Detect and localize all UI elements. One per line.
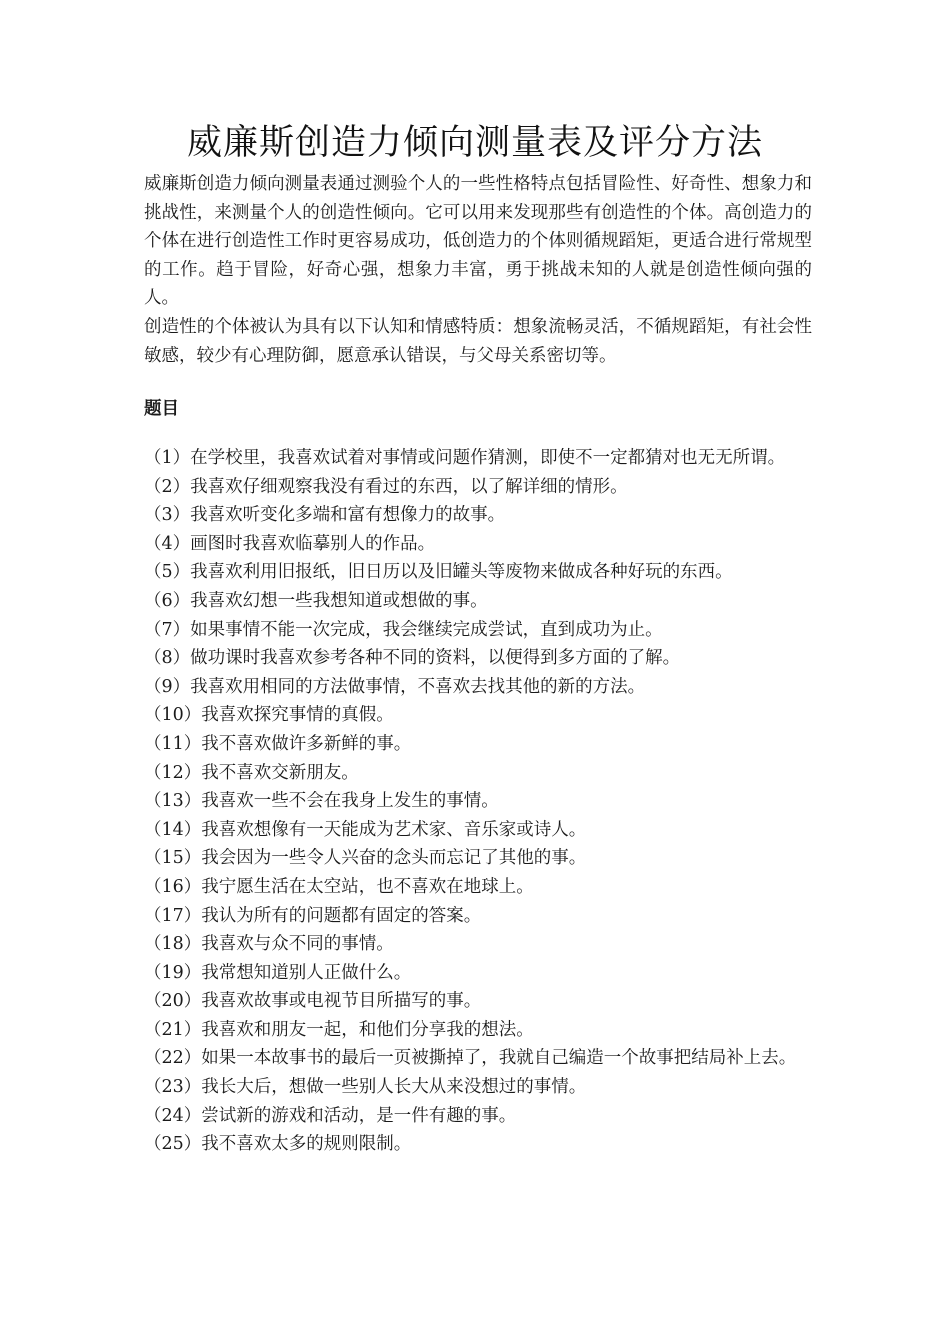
question-item xyxy=(144,530,812,559)
question-text: 我喜欢与众不同的事情。 xyxy=(201,934,394,955)
question-number: （4） xyxy=(144,533,191,554)
question-number: （9） xyxy=(144,676,191,697)
question-text: 我喜欢仔细观察我没有看过的东西，以了解详细的情形。 xyxy=(190,476,628,497)
question-text: 我喜欢想像有一天能成为艺术家、音乐家或诗人。 xyxy=(201,819,587,840)
question-item xyxy=(144,787,812,816)
question-item xyxy=(144,730,812,759)
question-number: （19） xyxy=(144,962,202,983)
question-number: （8） xyxy=(144,648,191,669)
question-number: （11） xyxy=(144,733,202,754)
question-text: 我喜欢探究事情的真假。 xyxy=(201,705,394,726)
question-item xyxy=(144,816,812,845)
question-text: 我喜欢利用旧报纸，旧日历以及旧罐头等废物来做成各种好玩的东西。 xyxy=(190,562,733,583)
question-number: （6） xyxy=(144,590,191,611)
question-number: （10） xyxy=(144,705,202,726)
question-text: 我认为所有的问题都有固定的答案。 xyxy=(201,905,482,926)
question-number: （25） xyxy=(144,1134,202,1155)
question-text: 我不喜欢太多的规则限制。 xyxy=(201,1134,412,1155)
question-number: （5） xyxy=(144,562,191,583)
question-item xyxy=(144,587,812,616)
question-number: （16） xyxy=(144,876,202,897)
question-text: 我长大后，想做一些别人长大从来没想过的事情。 xyxy=(201,1077,587,1098)
question-item xyxy=(144,673,812,702)
question-number: （14） xyxy=(144,819,202,840)
question-number: （2） xyxy=(144,476,191,497)
question-item xyxy=(144,759,812,788)
question-text: 我宁愿生活在太空站，也不喜欢在地球上。 xyxy=(201,876,534,897)
question-text: 如果一本故事书的最后一页被撕掉了，我就自己编造一个故事把结局补上去。 xyxy=(201,1048,797,1069)
question-number: （21） xyxy=(144,1019,202,1040)
question-text: 我喜欢一些不会在我身上发生的事情。 xyxy=(201,791,499,812)
question-number: （15） xyxy=(144,848,202,869)
question-text: 我不喜欢做许多新鲜的事。 xyxy=(201,733,412,754)
question-text: 我不喜欢交新朋友。 xyxy=(201,762,359,783)
question-item xyxy=(144,959,812,988)
question-item xyxy=(144,1130,812,1159)
question-item xyxy=(144,873,812,902)
question-number: （24） xyxy=(144,1105,202,1126)
question-item xyxy=(144,444,812,473)
section-heading: 题目 xyxy=(144,399,179,419)
question-number: （22） xyxy=(144,1048,202,1069)
question-item xyxy=(144,1016,812,1045)
question-number: （12） xyxy=(144,762,202,783)
question-text: 我喜欢用相同的方法做事情，不喜欢去找其他的新的方法。 xyxy=(190,676,646,697)
question-number: （18） xyxy=(144,934,202,955)
question-item xyxy=(144,1073,812,1102)
question-item xyxy=(144,701,812,730)
question-list xyxy=(144,444,812,1159)
question-item xyxy=(144,644,812,673)
question-text: 我喜欢幻想一些我想知道或想做的事。 xyxy=(190,590,488,611)
question-item xyxy=(144,501,812,530)
question-item xyxy=(144,1044,812,1073)
question-text: 我常想知道别人正做什么。 xyxy=(201,962,412,983)
question-item xyxy=(144,558,812,587)
question-item xyxy=(144,473,812,502)
question-text: 做功课时我喜欢参考各种不同的资料，以便得到多方面的了解。 xyxy=(190,648,681,669)
question-number: （20） xyxy=(144,991,202,1012)
question-item xyxy=(144,616,812,645)
question-item xyxy=(144,1102,812,1131)
question-text: 在学校里，我喜欢试着对事情或问题作猜测，即使不一定都猜对也无无所谓。 xyxy=(190,448,786,468)
question-text: 我会因为一些令人兴奋的念头而忘记了其他的事。 xyxy=(201,848,587,869)
question-item xyxy=(144,987,812,1016)
intro-paragraph: 创造性的个体被认为具有以下认知和情感特质：想象流畅灵活，不循规蹈矩，有社会性敏感，较少有心理防御，愿意承认错误，与父母关系密切等。 xyxy=(144,316,812,366)
question-number: （13） xyxy=(144,791,202,812)
question-text: 尝试新的游戏和活动，是一件有趣的事。 xyxy=(201,1105,517,1126)
question-item xyxy=(144,930,812,959)
document-title: 威廉斯创造力倾向测量表及评分方法 xyxy=(186,123,763,163)
intro-section xyxy=(144,170,812,370)
question-number: （17） xyxy=(144,905,202,926)
question-text: 我喜欢故事或电视节目所描写的事。 xyxy=(201,991,482,1012)
question-text: 我喜欢和朋友一起，和他们分享我的想法。 xyxy=(201,1019,534,1040)
intro-paragraph: 威廉斯创造力倾向测量表通过测验个人的一些性格特点包括冒险性、好奇性、想象力和挑战性，来测量个人的创造性倾向。它可以用来发现那些有创造性的个体。高创造力的个体在进行创造性工作时更容易成功，低创造力的个体则循规蹈矩，更适合进行常规型的工作。趋于冒险，好奇心强，想象力丰富，勇于挑战未知的人就是创造性倾向强的人。 xyxy=(144,174,812,309)
question-item xyxy=(144,902,812,931)
question-number: （1） xyxy=(144,448,191,468)
question-number: （7） xyxy=(144,619,191,640)
question-text: 我喜欢听变化多端和富有想像力的故事。 xyxy=(190,505,506,526)
question-item xyxy=(144,844,812,873)
question-number: （23） xyxy=(144,1077,202,1098)
question-text: 画图时我喜欢临摹别人的作品。 xyxy=(190,533,436,554)
question-number: （3） xyxy=(144,505,191,526)
question-text: 如果事情不能一次完成，我会继续完成尝试，直到成功为止。 xyxy=(190,619,663,640)
